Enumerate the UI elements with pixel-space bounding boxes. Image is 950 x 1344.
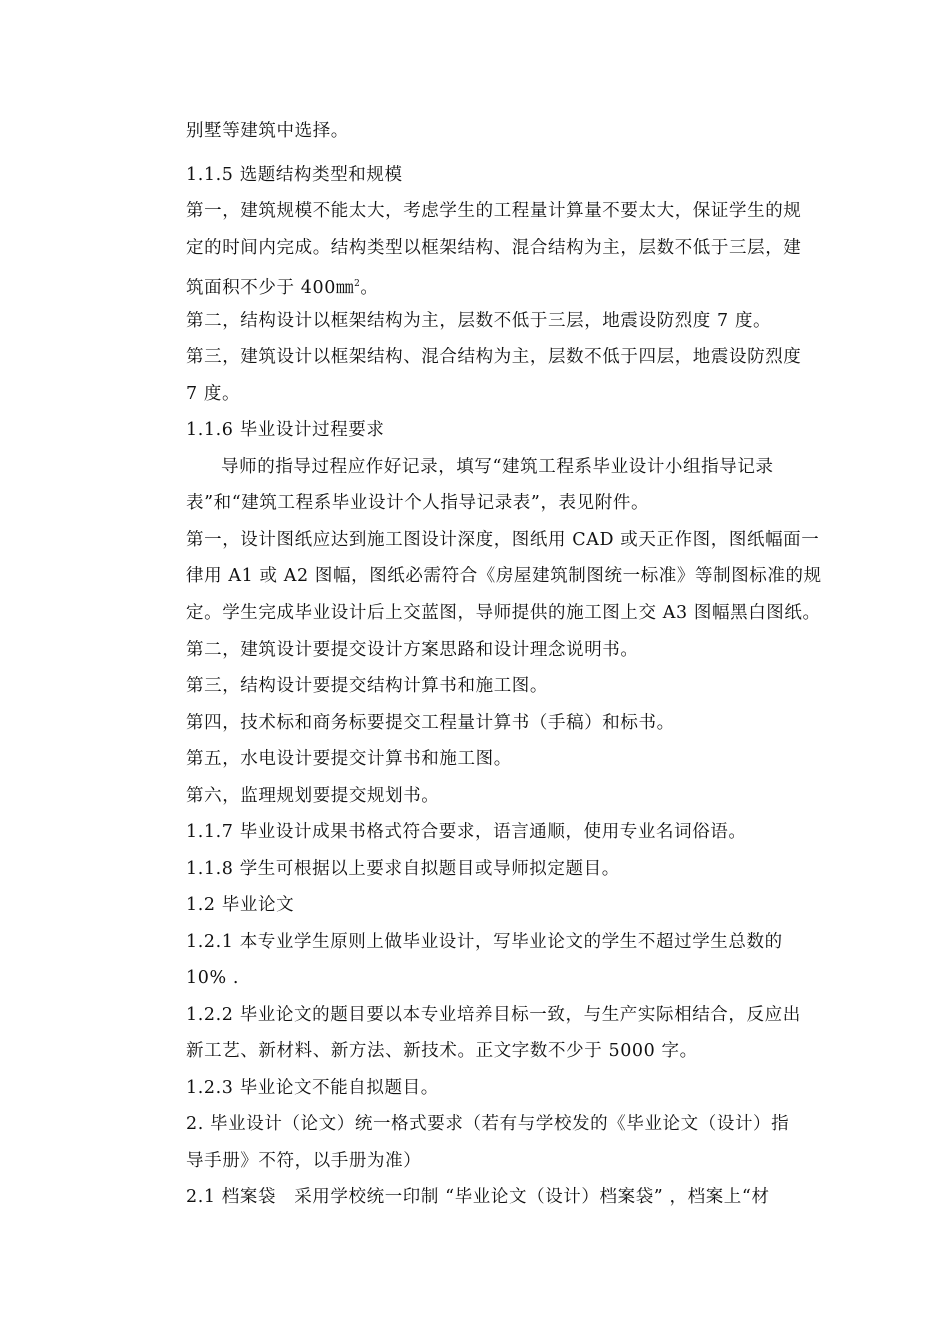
- text-line: 第四，技术标和商务标要提交工程量计算书（手稿）和标书。: [186, 713, 675, 733]
- text-line: 别墅等建筑中选择。: [186, 121, 349, 141]
- text-line: 第一，设计图纸应达到施工图设计深度，图纸用 CAD 或天正作图，图纸幅面一: [186, 530, 820, 550]
- text-line: 新工艺、新材料、新方法、新技术。正文字数不少于 5000 字。: [186, 1041, 698, 1061]
- text-line: 导手册》不符，以手册为准）: [186, 1151, 422, 1171]
- area-suffix: 。: [360, 277, 379, 298]
- text-line: 定。学生完成毕业设计后上交蓝图，导师提供的施工图上交 A3 图幅黑白图纸。: [186, 603, 821, 623]
- text-line: 定的时间内完成。结构类型以框架结构、混合结构为主，层数不低于三层，建: [186, 238, 802, 258]
- text-line: 导师的指导过程应作好记录，填写“建筑工程系毕业设计小组指导记录: [221, 457, 774, 477]
- section-heading-1-1-7: 1.1.7 毕业设计成果书格式符合要求，语言通顺，使用专业名词俗语。: [186, 822, 747, 842]
- text-line: 10% .: [186, 968, 240, 988]
- text-line: 表”和“建筑工程系毕业设计个人指导记录表”，表见附件。: [186, 493, 650, 513]
- section-heading-1-1-8: 1.1.8 学生可根据以上要求自拟题目或导师拟定题目。: [186, 859, 620, 879]
- section-heading-1-1-5: 1.1.5 选题结构类型和规模: [186, 165, 403, 185]
- text-line-area: [186, 274, 379, 298]
- section-heading-1-1-6: 1.1.6 毕业设计过程要求: [186, 420, 385, 440]
- section-heading-1-2-1: 1.2.1 本专业学生原则上做毕业设计，写毕业论文的学生不超过学生总数的: [186, 932, 783, 952]
- section-heading-1-2: 1.2 毕业论文: [186, 895, 295, 915]
- text-line: 第五，水电设计要提交计算书和施工图。: [186, 749, 512, 769]
- area-text: 筑面积不少于 400㎜: [186, 277, 355, 298]
- text-line: 第一，建筑规模不能太大，考虑学生的工程量计算量不要太大，保证学生的规: [186, 201, 802, 221]
- area-superscript: 2: [354, 279, 361, 289]
- text-line: 7 度。: [186, 384, 241, 404]
- text-line: 第三，结构设计要提交结构计算书和施工图。: [186, 676, 548, 696]
- text-line: 第二，建筑设计要提交设计方案思路和设计理念说明书。: [186, 640, 639, 660]
- section-heading-1-2-3: 1.2.3 毕业论文不能自拟题目。: [186, 1078, 439, 1098]
- text-line: 律用 A1 或 A2 图幅，图纸必需符合《房屋建筑制图统一标准》等制图标准的规: [186, 566, 822, 586]
- text-line: 第二，结构设计以框架结构为主，层数不低于三层，地震设防烈度 7 度。: [186, 311, 772, 331]
- section-heading-2-1: 2.1 档案袋 采用学校统一印制 “毕业论文（设计）档案袋” ，档案上“材: [186, 1187, 770, 1207]
- section-heading-1-2-2: 1.2.2 毕业论文的题目要以本专业培养目标一致，与生产实际相结合，反应出: [186, 1005, 801, 1025]
- text-line: 第三，建筑设计以框架结构、混合结构为主，层数不低于四层，地震设防烈度: [186, 347, 802, 367]
- section-heading-2: 2. 毕业设计（论文）统一格式要求（若有与学校发的《毕业论文（设计）指: [186, 1114, 790, 1134]
- text-line: 第六，监理规划要提交规划书。: [186, 786, 440, 806]
